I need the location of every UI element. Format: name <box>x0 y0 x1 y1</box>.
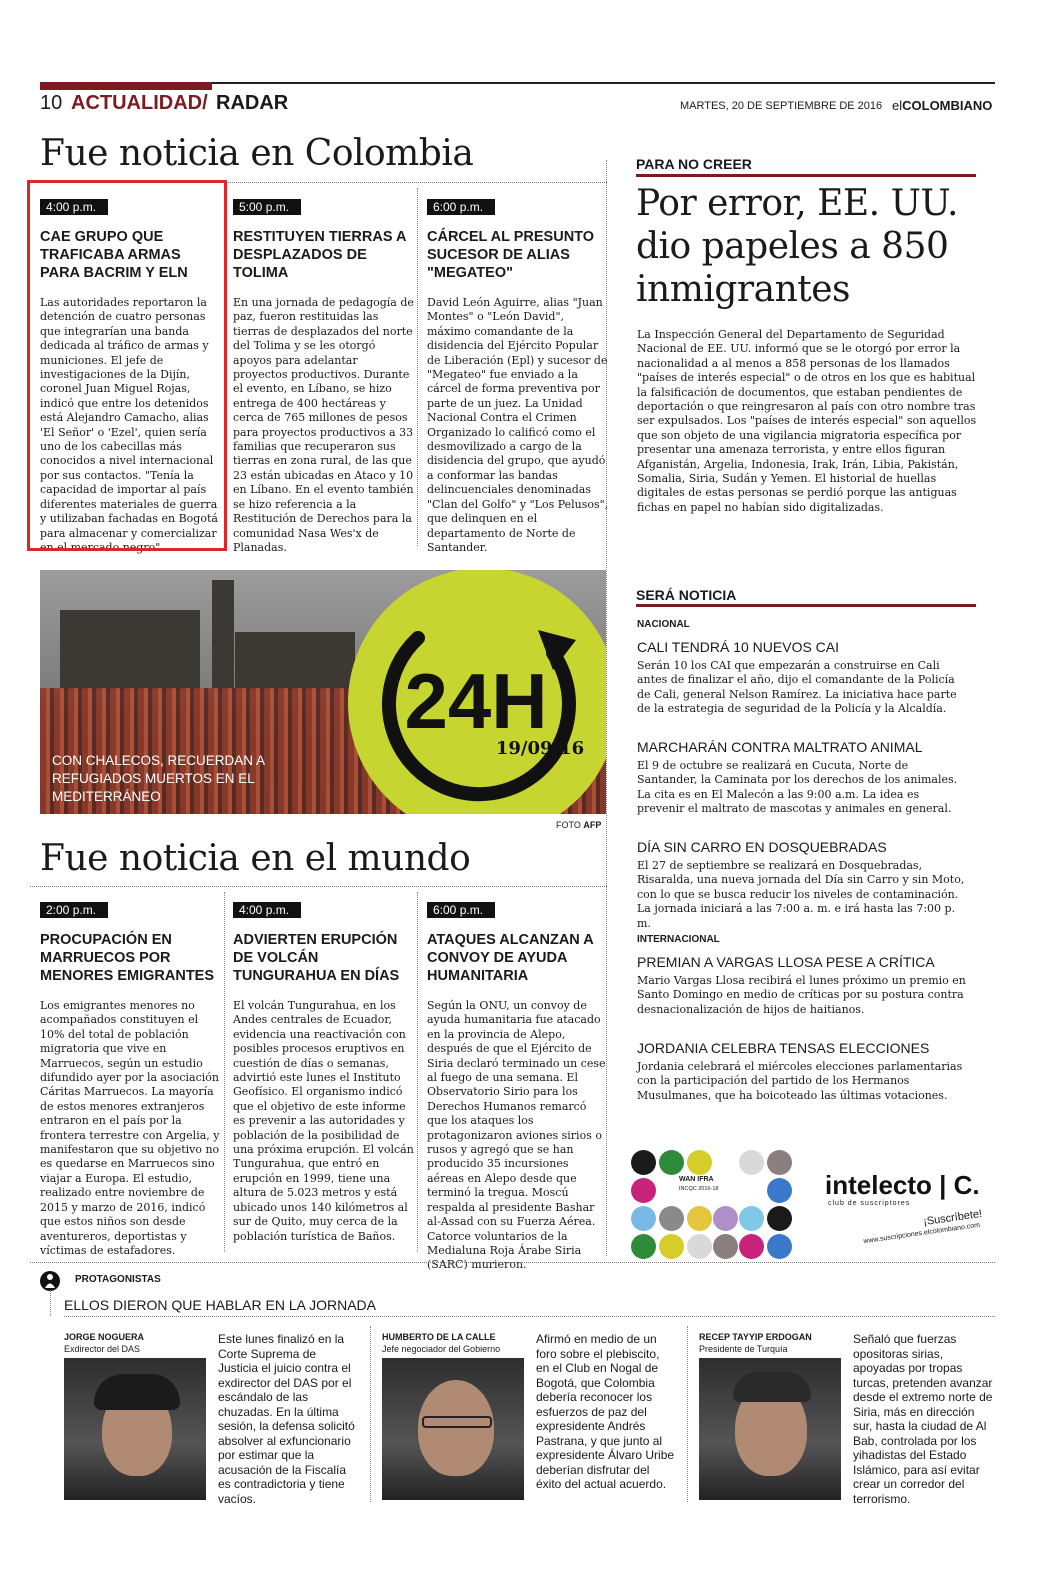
brief-item <box>637 954 967 1017</box>
story-headline: PROCUPACIÓN EN MARRUECOS POR MENORES EMIGRANTES <box>40 932 215 984</box>
ad-dot <box>767 1150 792 1175</box>
subsection-name: RADAR <box>216 92 289 114</box>
photo-caption: CON CHALECOS, RECUERDAN A REFUGIADOS MUERTOS EN EL MEDITERRÁNEO <box>52 753 265 804</box>
clock-tower <box>212 580 234 690</box>
time-badge: 6:00 p.m. <box>427 199 495 215</box>
person-photo <box>64 1358 206 1500</box>
selection-highlight <box>27 180 227 551</box>
story-body: Los emigrantes menores no acompañados constituyen el 10% del total de población migratoria que vive en Marruecos, según un estudio difundido ayer por la asociación Cáritas Marruecos. La mayoría de estos menores extranjeros entraron en el país por la frontera terrestre con Argelia, y manifestaron que su objetivo no es quedarse en Marruecos sino viajar a Europa. El estudio, realizado entre noviembre de 2015 y marzo de 2016, indicó que estos niños son desde aventureros, deportistas y víctimas de estafadores. <box>40 999 220 1257</box>
colombia-story-2 <box>233 196 415 555</box>
ad-dot <box>713 1234 738 1259</box>
ad-dot <box>767 1234 792 1259</box>
person-role: Exdirector del DAS <box>64 1344 141 1354</box>
column-divider <box>687 1326 688 1502</box>
time-badge: 6:00 p.m. <box>427 902 495 918</box>
page-number: 10 <box>40 92 63 114</box>
story-body: Las autoridades reportaron la detención de cuatro personas que integrarían una banda dedicada al tráfico de armas y municiones. El jefe de investigaciones de la Dijín, coronel Juan Miguel Rojas, indicó que entre los detenidos está Alejandro Camacho, alias 'El Señor' o 'Ezel', quien sería uno de los cabecillas más conocidos a nivel internacional por sus contactos. "Tenía la capacidad de importar al país diferentes materiales de guerra y utilizaban fachadas en Bogotá para almacenar y comercializar en el mercado negro". <box>40 296 218 554</box>
time-badge: 4:00 p.m. <box>40 199 108 215</box>
story-body: Según la ONU, un convoy de ayuda humanitaria fue atacado en la provincia de Alepo, después de que el Ejército de Siria declaró terminado un cese al fuego de una semana. El Observatorio Sirio para los Derechos Humanos remarcó que los ataques los protagonizaron aviones sirios o rusos y agregó que se han producido 35 incursiones aéreas en Alepo desde que terminó la tregua. Moscú respalda al presidente Bashar al-Assad con su Fuerza Aérea. Catorce voluntarios de la Medialuna Roja Árabe Siria (SARC) murieron. <box>427 999 606 1272</box>
ad-dot <box>713 1206 738 1231</box>
story-headline: ATAQUES ALCANZAN A CONVOY DE AYUDA HUMANITARIA <box>427 932 594 984</box>
person-photo <box>382 1358 524 1500</box>
brief-item <box>637 739 967 817</box>
mundo-story-3 <box>427 899 609 1273</box>
divider <box>50 1290 51 1316</box>
person-quote: Afirmó en medio de un foro sobre el plebiscito, en el Club en Nogal de Bogotá, que Colombia debería reconocer los esfuerzos de paz del expresidente Andrés Pastrana, y que junto al expresidente Álvaro Uribe deberían disfrutar del éxito del actual acuerdo. <box>536 1332 675 1491</box>
column-divider <box>417 188 418 546</box>
brand-logo: elCOLOMBIANO <box>892 98 993 113</box>
mundo-story-1 <box>40 899 222 1258</box>
column-divider <box>224 892 225 1252</box>
section-name: ACTUALIDAD/ <box>71 92 208 114</box>
time-badge: 4:00 p.m. <box>233 902 301 918</box>
page-header <box>40 92 995 118</box>
issue-date: MARTES, 20 DE SEPTIEMBRE DE 2016 <box>680 100 883 112</box>
feature-photo <box>40 570 606 814</box>
ad-dot <box>631 1206 656 1231</box>
time-badge: 5:00 p.m. <box>233 199 301 215</box>
brief-item <box>637 639 967 717</box>
brief-headline: CALI TENDRÁ 10 NUEVOS CAI <box>637 639 840 655</box>
ad-dot <box>767 1178 792 1203</box>
badge-date: 19/09/16 <box>495 738 585 759</box>
ad-dot <box>739 1206 764 1231</box>
ad-dot <box>687 1150 712 1175</box>
brief-headline: MARCHARÁN CONTRA MALTRATO ANIMAL <box>637 739 923 755</box>
mundo-section-title: Fue noticia en el mundo <box>40 838 471 879</box>
story-body: En una jornada de pedagogía de paz, fueron restituidas las tierras de desplazados del norte del Tolima y se les otorgó apoyos para adelantar proyectos productivos. Durante el evento, en Líbano, se hizo entrega de 400 hectáreas y cerca de 765 millones de pesos para proyectos productivos a 33 familias que recuperaron sus tierras en zona rural, de las que 23 están ubicadas en Ataco y 10 en Líbano. En el evento también se hizo referencia a la Restitución de Derechos para la comunidad Nasa Wes'x de Planadas. <box>233 296 414 554</box>
story-headline: RESTITUYEN TIERRAS A DESPLAZADOS DE TOLIMA <box>233 229 406 281</box>
time-badge: 2:00 p.m. <box>40 902 108 918</box>
header-section-bar <box>40 82 212 90</box>
brief-headline: PREMIAN A VARGAS LLOSA PESE A CRÍTICA <box>637 954 935 970</box>
story-headline: CÁRCEL AL PRESUNTO SUCESOR DE ALIAS "MEGATEO" <box>427 229 595 281</box>
protagonistas-subtitle: ELLOS DIERON QUE HABLAR EN LA JORNADA <box>64 1297 376 1313</box>
ad-dot <box>631 1178 656 1203</box>
24h-badge <box>348 570 606 814</box>
ad-dot <box>659 1234 684 1259</box>
photo-credit: FOTO AFP <box>556 820 602 830</box>
intelecto-logo: intelecto | C. <box>825 1170 980 1200</box>
divider <box>30 1262 995 1263</box>
para-no-creer-body: La Inspección General del Departamento de Seguridad Nacional de EE. UU. informó que se le otorgó por error la nacionalidad a al menos a 858 personas de los llamados "países de interés especial" o de otros en los que es habitual la falsificación de documentos, que estaban pendientes de deportación o que reingresaron al país con otro nombre tras ser expulsados. Los "países de interés especial" son aquellos que son objeto de una vigilancia migratoria específica por presentar una amenaza terrorista, y entre ellos figuran Afganistán, Argelia, Indonesia, Irak, Irán, Libia, Pakistán, Somalia, Siria, Sudán y Yemen. El historial de huellas digitales de estas personas se perdió porque las antiguas fichas en papel no habían sido digitalizadas. <box>637 328 977 514</box>
para-no-creer-kicker: PARA NO CREER <box>636 156 752 172</box>
person-role: Jefe negociador del Gobierno <box>382 1344 501 1354</box>
divider <box>64 1316 995 1317</box>
column-divider <box>370 1326 371 1502</box>
person-name: JORGE NOGUERA <box>64 1332 145 1342</box>
brief-headline: JORDANIA CELEBRA TENSAS ELECCIONES <box>637 1040 930 1056</box>
ad-dot <box>631 1150 656 1175</box>
incqc-label: INCQC 2016-18 <box>679 1186 719 1192</box>
story-headline: ADVIERTEN ERUPCIÓN DE VOLCÁN TUNGURAHUA EN DÍAS <box>233 932 400 984</box>
brief-body: Jordania celebrará el miércoles elecciones parlamentarias con la participación del partido de los Hermanos Musulmanes, que ha boicoteado las últimas votaciones. <box>637 1060 963 1102</box>
ad-dot <box>631 1234 656 1259</box>
para-no-creer-headline: Por error, EE. UU. dio papeles a 850 inmigrantes <box>636 183 958 310</box>
wan-ifra-logo: WAN IFRA <box>679 1176 714 1183</box>
person-quote: Señaló que fuerzas opositoras sirias, apoyadas por tropas turcas, pretenden avanzar desde el extremo norte de Siria, más en dirección sur, hasta la ciudad de Al Bab, controlada por los yihadistas del Estado Islámico, para así evitar crear un corredor del terrorismo. <box>853 1332 993 1506</box>
ad-club-label: club de suscriptores <box>828 1200 911 1207</box>
column-divider <box>417 892 418 1252</box>
brief-body: El 9 de octubre se realizará en Cucuta, Norte de Santander, la Caminata por los derechos de los animales. La cita es en El Malecón a las 9:00 a.m. La idea es prevenir el maltrato de mascotas y animales en general. <box>637 759 958 816</box>
brief-item <box>637 839 967 931</box>
ad-dot <box>767 1206 792 1231</box>
person-name: HUMBERTO DE LA CALLE <box>382 1332 496 1342</box>
person-quote: Este lunes finalizó en la Corte Suprema de Justicia el juicio contra el exdirector del DAS por el escándalo de las chuzadas. En la última sesión, la defensa solicitó absolver al exfuncionario por estimar que la acusación de la Fiscalía es contradictoria y tiene vacíos. <box>218 1332 355 1506</box>
divider <box>30 886 607 887</box>
ad-dot <box>687 1206 712 1231</box>
story-headline: CAE GRUPO QUE TRAFICABA ARMAS PARA BACRIM Y ELN <box>40 229 188 281</box>
ad-dot <box>659 1150 684 1175</box>
ad-dot <box>687 1234 712 1259</box>
subscription-ad[interactable] <box>623 1142 995 1264</box>
mundo-story-2 <box>233 899 415 1244</box>
brief-headline: DÍA SIN CARRO EN DOSQUEBRADAS <box>637 839 887 855</box>
ad-dot <box>739 1150 764 1175</box>
colombia-story-3 <box>427 196 609 555</box>
brief-item <box>637 1040 967 1103</box>
brief-body: Mario Vargas Llosa recibirá el lunes próximo un premio en Santo Domingo en medio de críticas por su postura contra desnacionalización de hijos de haitianos. <box>637 974 966 1016</box>
brief-body: El 27 de septiembre se realizará en Dosquebradas, Risaralda, una nueva jornada del Día sin Carro y sin Moto, con lo que se busca reducir los niveles de contaminación. La jornada iniciará a las 7:00 a. m. e irá hasta las 7:00 p. m. <box>637 859 965 930</box>
person-name: RECEP TAYYIP ERDOGAN <box>699 1332 812 1342</box>
ad-cta[interactable]: ¡Suscríbete! <box>922 1207 983 1229</box>
kicker-rule <box>636 604 976 607</box>
badge-24h-text: 24H <box>404 657 548 745</box>
story-body: David León Aguirre, alias "Juan Montes" o "León David", máximo comandante de la disidencia del Ejército Popular de Liberación (Epl) y sucesor de "Megateo" fue enviado a la cárcel de forma preventiva por parte de un juez. La Unidad Nacional Contra el Crimen Organizado lo calificó como el desmovilizado a cargo de la disidencia del grupo, que ayudó a conformar las bandas delincuenciales denominadas "Clan del Golfo" y "Los Pelusos", que delinquen en el departamento de Norte de Santander. <box>427 296 609 554</box>
ad-dot <box>659 1206 684 1231</box>
ad-dot <box>739 1234 764 1259</box>
nacional-label: NACIONAL <box>637 619 690 630</box>
brief-body: Serán 10 los CAI que empezarán a construirse en Cali antes de finalizar el año, dijo el comandante de la Policía de Cali, general Nelson Ramírez. La iniciativa hace parte de la estrategia de seguridad de la Policía y la Alcaldía. <box>637 659 957 716</box>
person-photo <box>699 1358 841 1500</box>
protagonistas-kicker: PROTAGONISTAS <box>75 1274 161 1285</box>
internacional-label: INTERNACIONAL <box>637 934 720 945</box>
story-body: El volcán Tungurahua, en los Andes centrales de Ecuador, evidencia una reactivación con posibles procesos eruptivos en cuestión de días o semanas, advirtió este lunes el Instituto Geofísico. El organismo indicó que el objetivo de este informe es prevenir a las autoridades y población de la posibilidad de una próxima erupción. El volcán Tungurahua, que entró en erupción en 1999, tiene una altura de 5.023 metros y está ubicado unos 140 kilómetros al sur de Quito, muy cerca de la población turística de Baños. <box>233 999 414 1243</box>
person-icon <box>40 1271 60 1291</box>
kicker-rule <box>636 174 976 177</box>
ad-url[interactable]: www.suscripciones.elcolombiano.com <box>863 1221 981 1246</box>
sera-noticia-kicker: SERÁ NOTICIA <box>636 587 737 603</box>
colombia-section-title: Fue noticia en Colombia <box>40 133 474 174</box>
person-role: Presidente de Turquía <box>699 1344 788 1354</box>
